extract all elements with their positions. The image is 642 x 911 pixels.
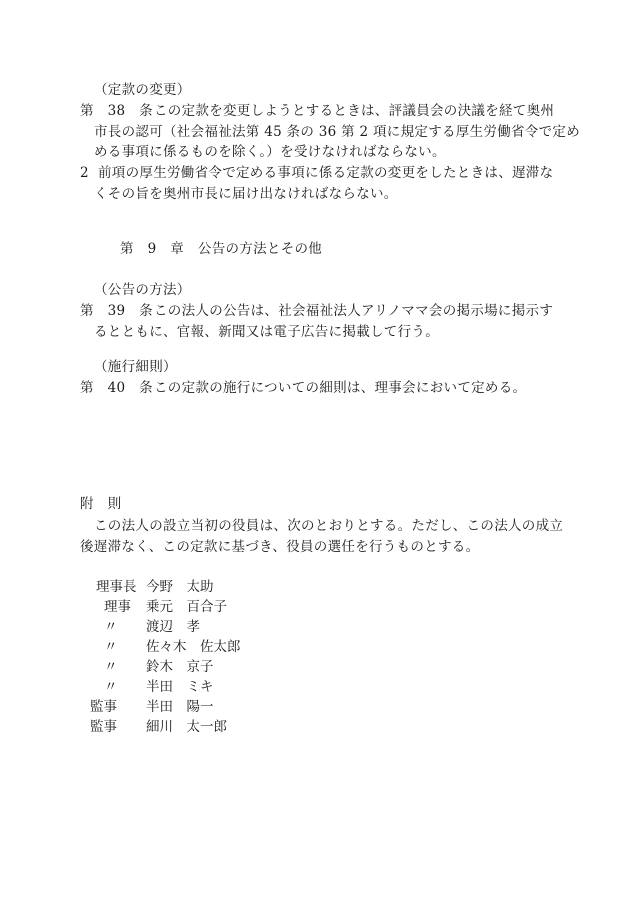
article-38-para2-text-1: 前項の厚生労働省令で定める事項に係る定款の変更をしたときは、遅滞な [98,165,554,181]
officer-row [96,577,214,597]
article-40-text-1: この定款の施行についての細則は、理事会において定める。 [154,380,527,396]
article-39-line-1 [80,301,553,321]
officer-row [90,697,214,717]
officer-role: 〃 [104,619,118,635]
officer-role: 〃 [104,679,118,695]
officer-name: 佐々木 佐太郎 [146,639,241,655]
chapter-9-title: 第 9 章 公告の方法とその他 [120,241,323,257]
officer-name: 今野 太助 [146,579,214,595]
article-38-para2-number: 2 [80,165,89,181]
officer-row [96,657,214,677]
article-38-line-3: める事項に係るものを除く。）を受けなければならない。 [94,144,446,160]
officer-name: 細川 太一郎 [146,719,227,735]
officer-row [96,597,227,617]
officer-name: 半田 陽一 [146,699,214,715]
article-39-line-2: るとともに、官報、新聞又は電子広告に掲載して行う。 [94,324,439,340]
officer-name: 半田 ミキ [146,679,214,695]
article-39-text-1: この法人の公告は、社会福祉法人アリノママ会の掲示場に掲示す [154,303,554,319]
officer-role: 〃 [104,659,118,675]
article-38-heading: （定款の変更） [94,82,191,98]
article-40-number: 第 40 条 [80,380,153,396]
supplementary-line-2: 後遅滞なく、この定款に基づき、役員の選任を行うものとする。 [80,539,480,555]
article-38-para2-line-2: くその旨を奥州市長に届け出なければならない。 [94,186,398,202]
officer-row [96,677,214,697]
officer-name: 乗元 百合子 [146,599,227,615]
article-39-heading: （公告の方法） [94,282,191,298]
officer-role: 理事 [104,599,131,615]
officer-role: 〃 [104,639,118,655]
supplementary-title: 附 則 [80,496,122,512]
officer-role: 監事 [90,719,117,735]
officer-name: 鈴木 京子 [146,659,214,675]
article-39-number: 第 39 条 [80,303,153,319]
officer-row [90,717,227,737]
article-38-number: 第 38 条 [80,103,153,119]
article-38-para2-line-1 [80,163,553,183]
officer-row [96,617,200,637]
officer-row [96,637,241,657]
officer-role: 監事 [90,699,117,715]
article-40-line-1 [80,378,526,398]
officer-role: 理事長 [96,579,137,595]
article-38-line-2: 市長の認可（社会福祉法第 45 条の 36 第 2 項に規定する厚生労働省令で定め [94,124,580,140]
officer-name: 渡辺 孝 [146,619,200,635]
article-38-text-1: この定款を変更しようとするときは、評議員会の決議を経て奥州 [154,103,555,119]
article-38-line-1 [80,101,554,121]
article-40-heading: （施行細則） [94,359,177,375]
supplementary-line-1: この法人の設立当初の役員は、次のとおりとする。ただし、この法人の成立 [94,518,564,534]
